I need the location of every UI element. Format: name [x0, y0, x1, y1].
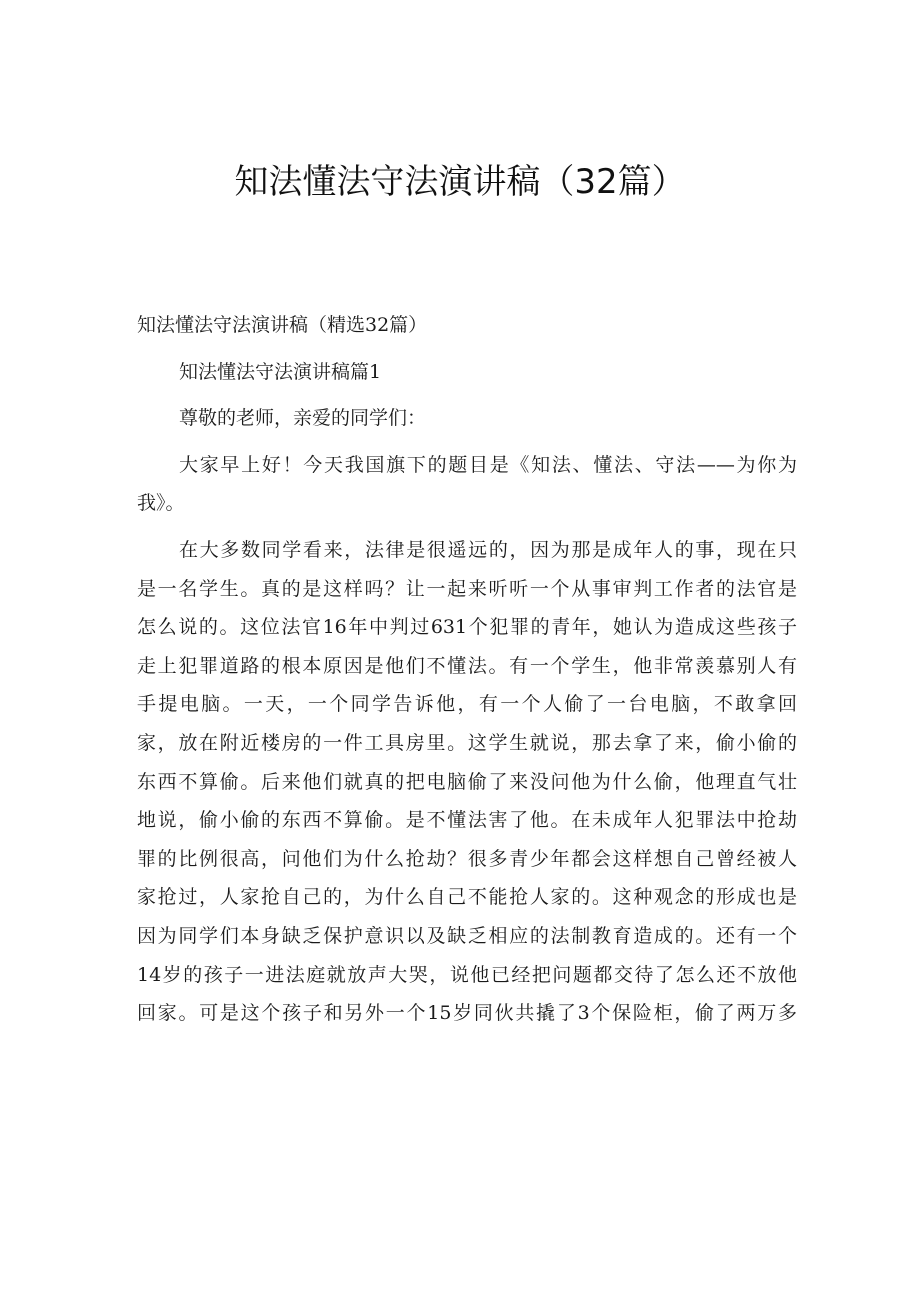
paragraph-1	[137, 446, 797, 523]
paragraph-2	[137, 531, 797, 1033]
paragraph-line: 回家。可是这个孩子和另外一个15岁同伙共撬了3个保险柜，偷了两万多	[137, 1002, 797, 1025]
paragraph-line: 家抢过，人家抢自己的，为什么自己不能抢人家的。这种观念的形成也是	[137, 886, 797, 909]
paragraph-line: 是一名学生。真的是这样吗？让一起来听听一个从事审判工作者的法官是	[137, 577, 797, 600]
paragraph-line: 地说，偷小偷的东西不算偷。是不懂法害了他。在未成年人犯罪法中抢劫	[137, 809, 797, 832]
document-title: 知法懂法守法演讲稿（32篇）	[234, 162, 686, 202]
section-heading: 知法懂法守法演讲稿篇1	[179, 360, 382, 383]
paragraph-line: 因为同学们本身缺乏保护意识以及缺乏相应的法制教育造成的。还有一个	[137, 924, 797, 947]
paragraph-line: 罪的比例很高，问他们为什么抢劫？很多青少年都会这样想自己曾经被人	[137, 847, 797, 870]
document-subtitle: 知法懂法守法演讲稿（精选32篇）	[137, 314, 428, 336]
paragraph-line: 走上犯罪道路的根本原因是他们不懂法。有一个学生，他非常羡慕别人有	[137, 654, 797, 677]
paragraph-line: 14岁的孩子一进法庭就放声大哭，说他已经把问题都交待了怎么还不放他	[137, 963, 797, 986]
paragraph-line: 大家早上好！今天我国旗下的题目是《知法、懂法、守法——为你为	[179, 453, 797, 476]
paragraph-line: 我》。	[137, 492, 185, 515]
paragraph-line: 在大多数同学看来，法律是很遥远的，因为那是成年人的事，现在只	[179, 538, 797, 561]
paragraph-line: 手提电脑。一天，一个同学告诉他，有一个人偷了一台电脑，不敢拿回	[137, 693, 797, 716]
paragraph-line: 怎么说的。这位法官16年中判过631个犯罪的青年，她认为造成这些孩子	[137, 616, 797, 639]
paragraph-line: 家，放在附近楼房的一件工具房里。这学生就说，那去拿了来，偷小偷的	[137, 731, 797, 754]
paragraph-line: 东西不算偷。后来他们就真的把电脑偷了来没问他为什么偷，他理直气壮	[137, 770, 797, 793]
greeting-line: 尊敬的老师，亲爱的同学们：	[179, 407, 427, 430]
document-body	[137, 306, 797, 1033]
